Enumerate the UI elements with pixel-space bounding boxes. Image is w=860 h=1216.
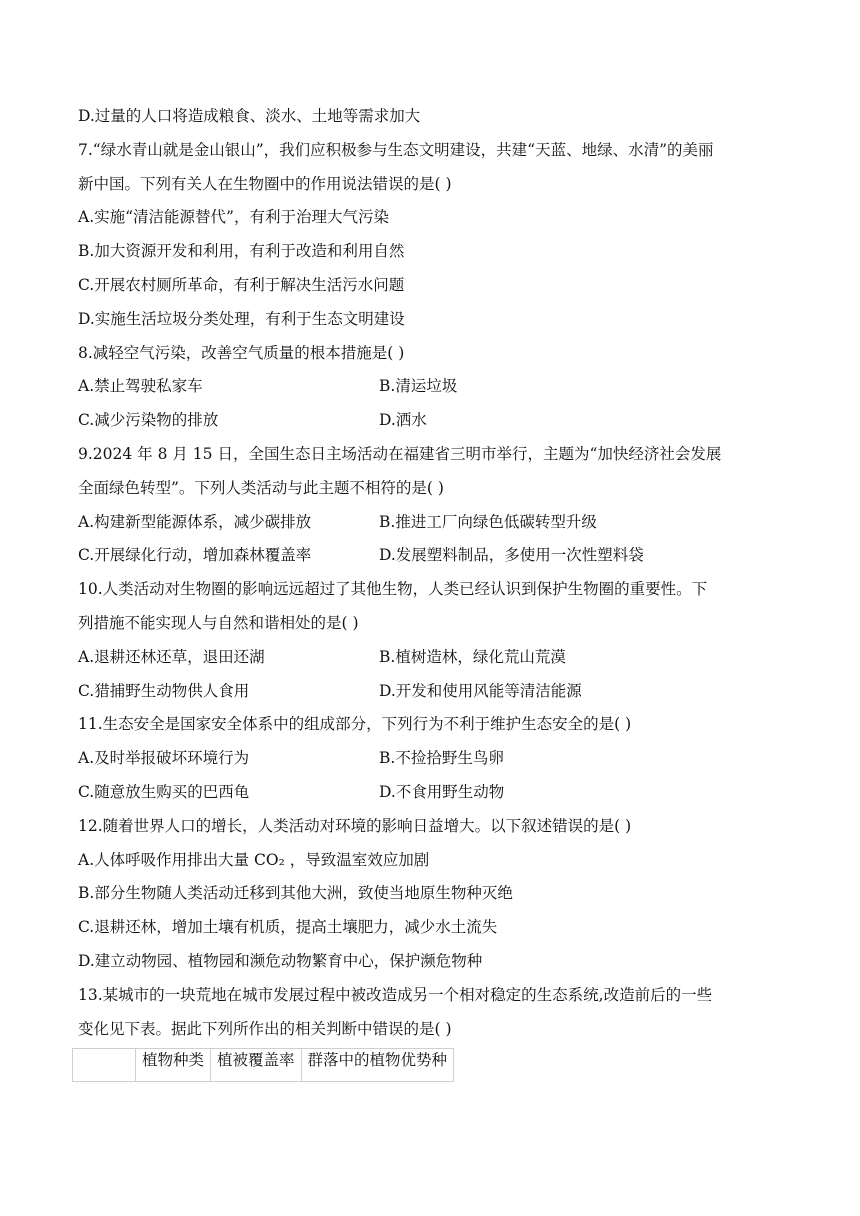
line-text: C.退耕还林，增加土壤有机质，提高土壤肥力，减少水土流失 [78,918,498,937]
text-line [78,275,404,295]
line-text: B.部分生物随人类活动迁移到其他大洲，致使当地原生物种灭绝 [78,884,513,903]
line-text: A.禁止驾驶私家车 [78,377,203,396]
text-line [78,579,707,599]
text-line [78,647,566,667]
line-text: D.过量的人口将造成粮食、淡水、土地等需求加大 [78,107,421,125]
text-line [78,106,420,126]
line-text: C.减少污染物的排放 [78,411,219,430]
line-text: 9.2024 年 8 月 15 日，全国生态日主场活动在福建省三明市举行，主题为“加快经济社会发展 [78,445,722,463]
text-line [78,410,427,430]
text-line [78,207,389,227]
option-right: B.推进工厂向绿色低碳转型升级 [379,512,597,531]
line-text: A.及时举报破坏环境行为 [78,749,250,768]
text-line [78,748,504,768]
line-text: C.开展绿化行动，增加森林覆盖率 [78,546,312,565]
line-text: C.随意放生购买的巴西龟 [78,783,250,801]
line-text: A.实施“清洁能源替代”，有利于治理大气污染 [78,208,389,227]
line-text: 13.某城市的一块荒地在城市发展过程中被改造成另一个相对稳定的生态系统,改造前后的一些 [78,985,713,1004]
text-line [78,376,458,396]
text-line [78,613,359,633]
text-line [78,444,721,464]
line-text: 7.“绿水青山就是金山银山”，我们应积极参与生态文明建设，共建“天蓝、地绿、水清”的美丽 [78,140,714,159]
option-right: B.不捡拾野生鸟卵 [379,749,504,768]
text-line [78,512,597,532]
text-line [78,850,429,870]
option-right: D.洒水 [379,411,427,430]
text-line [78,241,404,261]
text-line [78,985,712,1005]
line-text: 新中国。下列有关人在生物圈中的作用说法错误的是( ) [78,174,452,193]
line-text: D.实施生活垃圾分类处理，有利于生态文明建设 [78,309,405,328]
data-table [72,1048,454,1082]
text-line [78,681,582,701]
text-line [78,140,714,160]
line-text: 12.随着世界人口的增长，人类活动对环境的影响日益增大。以下叙述错误的是( ) [78,816,632,835]
table-header-cell: 植物种类 [136,1049,211,1082]
line-text: D.建立动物园、植物园和濒危动物繁育中心，保护濒危物种 [78,952,483,970]
option-right: D.发展塑料制品，多使用一次性塑料袋 [379,546,644,565]
option-right: B.植树造林，绿化荒山荒漠 [379,647,566,666]
line-text: 列措施不能实现人与自然和谐相处的是( ) [78,614,359,632]
line-text: 8.减轻空气污染，改善空气质量的根本措施是( ) [78,343,405,362]
line-text: A.构建新型能源体系，减少碳排放 [78,512,312,531]
table-header-cell: 植被覆盖率 [211,1049,302,1082]
table-header-cell: 群落中的植物优势种 [301,1049,454,1082]
line-text: C.开展农村厕所革命，有利于解决生活污水问题 [78,276,405,294]
line-text: A.退耕还林还草，退田还湖 [78,647,265,666]
table-header-row [73,1049,454,1082]
option-right: B.清运垃圾 [379,377,458,396]
line-text: 全面绿色转型”。下列人类活动与此主题不相符的是( ) [78,478,444,497]
text-line [78,782,505,802]
text-line [78,951,482,971]
line-text: 11.生态安全是国家安全体系中的组成部分，下列行为不利于维护生态安全的是( ) [78,715,632,734]
text-line [78,816,631,836]
text-line [78,917,497,937]
text-line [78,545,644,565]
text-line [78,309,405,329]
text-line [78,174,452,194]
text-line [78,883,513,903]
line-text: 10.人类活动对生物圈的影响远远超过了其他生物，人类已经认识到保护生物圈的重要性。下 [78,580,708,599]
text-line [78,1019,452,1039]
text-line [78,343,404,363]
line-text: B.加大资源开发和利用，有利于改造和利用自然 [78,242,405,261]
line-text: A.人体呼吸作用排出大量 CO₂ ，导致温室效应加剧 [78,850,430,869]
text-line [78,714,631,734]
line-text: 变化见下表。据此下列所作出的相关判断中错误的是( ) [78,1019,452,1038]
line-text: C.猎捕野生动物供人食用 [78,681,250,700]
text-line [78,478,444,498]
option-right: D.开发和使用风能等清洁能源 [379,681,582,700]
option-right: D.不食用野生动物 [379,783,505,801]
table-header-cell [73,1049,136,1082]
